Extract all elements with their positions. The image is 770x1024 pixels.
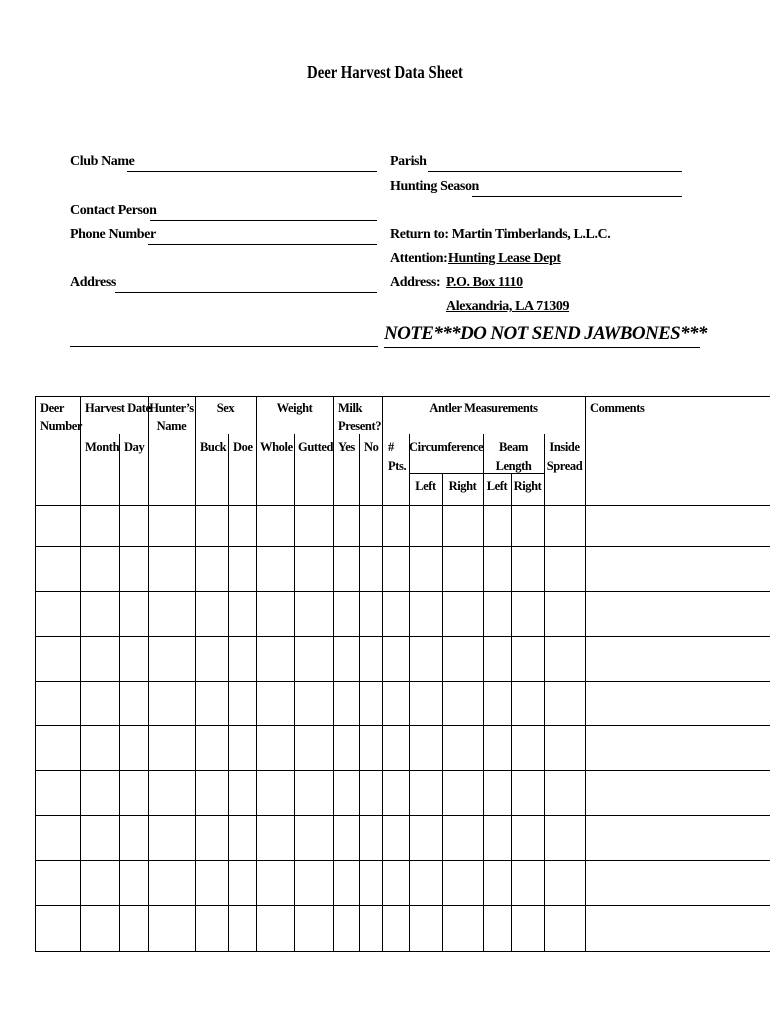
- address-field[interactable]: [115, 292, 377, 293]
- col-line: [148, 397, 149, 952]
- club-name-field[interactable]: [127, 171, 377, 172]
- harvest-table: [35, 396, 770, 952]
- header-sex: Sex: [216, 401, 235, 415]
- header-no: No: [364, 440, 379, 454]
- return-to: Return to: Martin Timberlands, L.L.C.: [390, 227, 611, 242]
- row-line: [36, 636, 770, 637]
- club-name-label: Club Name: [70, 154, 135, 169]
- header-number: Number: [40, 419, 83, 433]
- header-name: Name: [156, 419, 187, 433]
- header-month: Month: [85, 440, 120, 454]
- parish-label: Parish: [390, 154, 427, 169]
- header-deer: Deer: [40, 401, 65, 415]
- page-title: Deer Harvest Data Sheet: [307, 62, 463, 82]
- row-line: [36, 860, 770, 861]
- header-gutted: Gutted: [298, 440, 334, 454]
- note-underline: [384, 347, 700, 348]
- address-label: Address: [70, 275, 116, 290]
- row-line: [36, 770, 770, 771]
- phone-number-label: Phone Number: [70, 227, 156, 242]
- hunting-season-field[interactable]: [472, 196, 682, 197]
- attention-label: Attention:: [390, 251, 448, 266]
- header-whole: Whole: [260, 440, 293, 454]
- col-line: [442, 473, 443, 952]
- row-line: [36, 681, 770, 682]
- col-line: [511, 473, 512, 952]
- header-inside: Inside: [549, 440, 580, 454]
- attention-value: Hunting Lease Dept: [448, 251, 561, 266]
- col-line: [544, 434, 545, 952]
- header-left-beam: Left: [486, 479, 508, 493]
- row-line: [36, 546, 770, 547]
- parish-field[interactable]: [428, 171, 682, 172]
- header-comments: Comments: [590, 401, 645, 415]
- header-antler: Antler Measurements: [429, 401, 538, 415]
- header-right-circ: Right: [448, 479, 477, 493]
- row-line: [36, 815, 770, 816]
- address-line-1: P.O. Box 1110: [446, 275, 523, 290]
- header-line: [36, 505, 770, 506]
- note-text: NOTE***DO NOT SEND JAWBONES***: [384, 323, 707, 344]
- hunting-season-label: Hunting Season: [390, 179, 479, 194]
- col-line: [80, 397, 81, 952]
- row-line: [36, 591, 770, 592]
- address-line-2: Alexandria, LA 71309: [446, 299, 570, 314]
- header-beam: Beam: [499, 440, 528, 454]
- header-left-circ: Left: [415, 479, 436, 493]
- header-weight: Weight: [276, 401, 313, 415]
- header-present: Present?: [338, 419, 382, 433]
- header-circumference: Circumference: [409, 440, 484, 454]
- address-line-2-field[interactable]: [70, 346, 378, 347]
- header-doe: Doe: [233, 440, 253, 454]
- header-length: Length: [495, 459, 532, 473]
- col-line: [119, 434, 120, 952]
- contact-person-field[interactable]: [150, 220, 377, 221]
- header-hash: #: [388, 440, 394, 454]
- header-hunters: Hunter’s: [149, 401, 194, 415]
- col-line: [256, 397, 257, 952]
- header-spread: Spread: [546, 459, 583, 473]
- contact-person-label: Contact Person: [70, 203, 157, 218]
- col-line: [483, 434, 484, 952]
- col-line: [333, 397, 334, 952]
- header-pts: Pts.: [388, 459, 407, 473]
- col-line: [382, 397, 383, 952]
- col-line: [585, 397, 586, 952]
- row-line: [36, 905, 770, 906]
- row-line: [36, 725, 770, 726]
- header-day: Day: [124, 440, 145, 454]
- header-yes: Yes: [338, 440, 355, 454]
- col-line: [294, 434, 295, 952]
- phone-number-field[interactable]: [148, 244, 377, 245]
- col-line: [228, 434, 229, 952]
- header-buck: Buck: [200, 440, 227, 454]
- col-line: [195, 397, 196, 952]
- col-line: [359, 434, 360, 952]
- address-return-label: Address:: [390, 275, 441, 290]
- col-line: [409, 434, 410, 952]
- header-milk: Milk: [338, 401, 363, 415]
- header-harvest-date: Harvest Date: [85, 401, 151, 415]
- header-right-beam: Right: [513, 479, 542, 493]
